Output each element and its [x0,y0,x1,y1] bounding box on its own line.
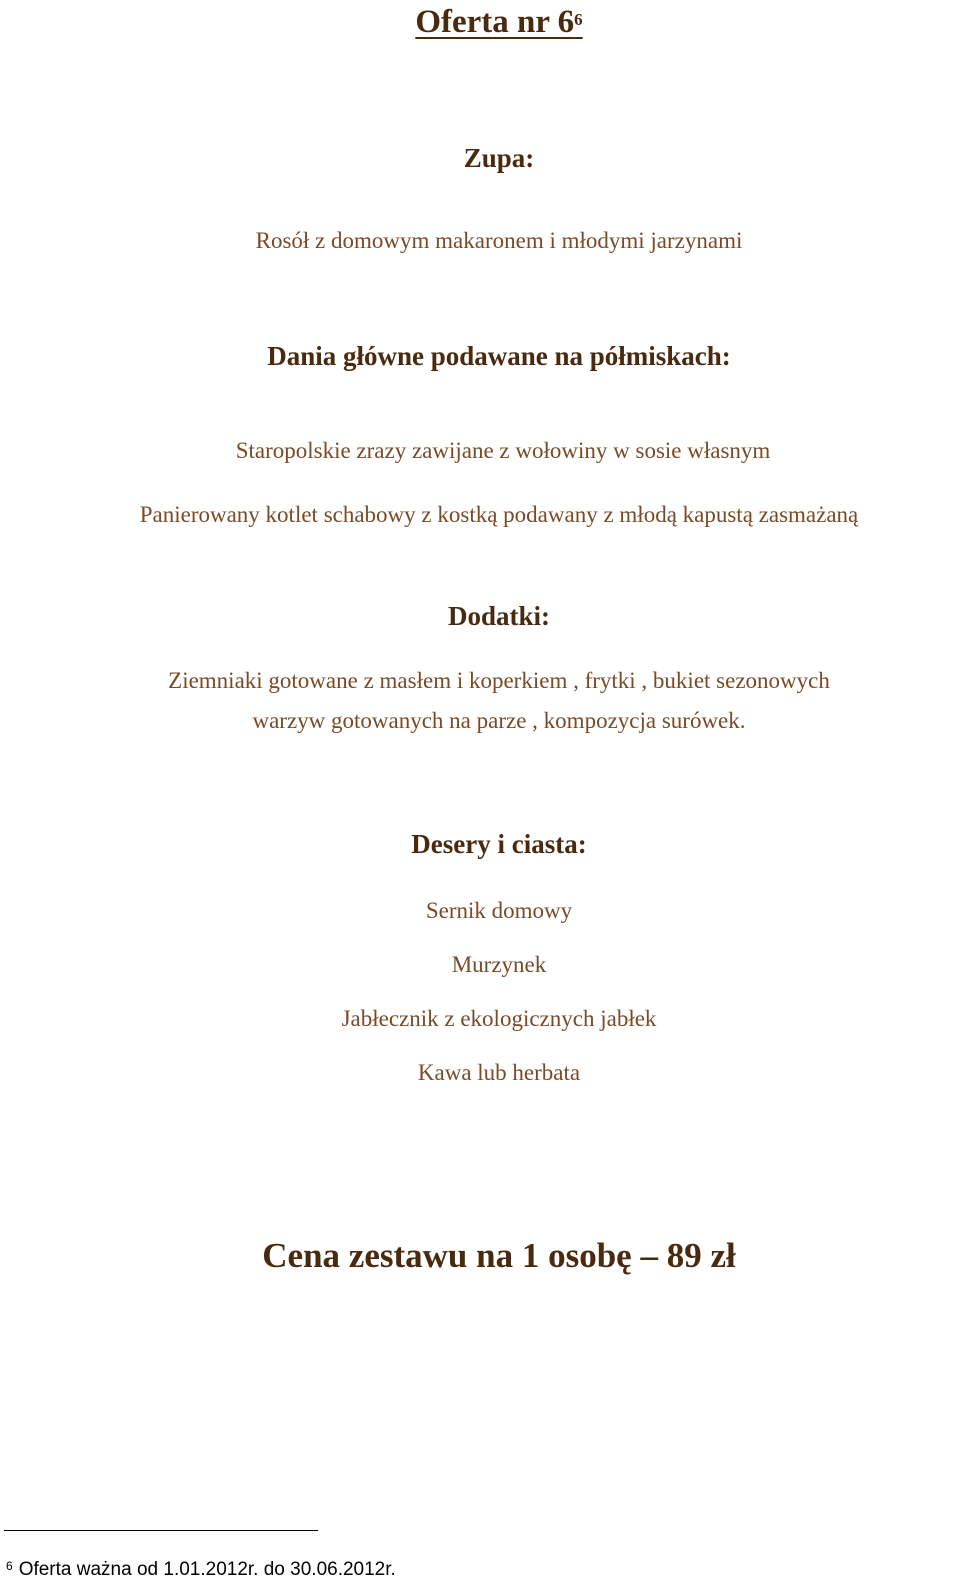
footnote-mark: 6 [6,1559,13,1573]
dessert-item: Jabłecznik z ekologicznych jabłek [341,1006,657,1031]
dessert-item: Kawa lub herbata [417,1060,581,1085]
price-line: Cena zestawu na 1 osobę – 89 zł [262,1236,736,1275]
footnote-text: Oferta ważna od 1.01.2012r. do 30.06.2012r. [18,1559,396,1580]
sides-text-line: Ziemniaki gotowane z masłem i koperkiem , frytki , bukiet sezonowych [168,668,830,693]
page-title [0,2,960,42]
section-heading-sides: Dodatki: [447,601,550,631]
title-footnote-mark: 6 [574,10,583,29]
main-dish-item: Panierowany kotlet schabowy z kostką podawany z młodą kapustą zasmażaną [139,502,859,527]
main-dish-item: Staropolskie zrazy zawijane z wołowiny w sosie własnym [235,438,771,463]
section-heading-mains: Dania główne podawane na półmiskach: [267,341,731,371]
section-heading-soup: Zupa: [463,143,535,173]
footnote-divider [4,1530,318,1531]
page-title-text: Oferta nr 6 [415,4,575,40]
footnote [6,1558,396,1582]
sides-text-line: warzyw gotowanych na parze , kompozycja surówek. [252,708,746,733]
dessert-item: Murzynek [451,952,547,977]
soup-item: Rosół z domowym makaronem i młodymi jarzynami [255,228,743,253]
dessert-item: Sernik domowy [425,898,573,923]
section-heading-desserts: Desery i ciasta: [411,829,587,859]
